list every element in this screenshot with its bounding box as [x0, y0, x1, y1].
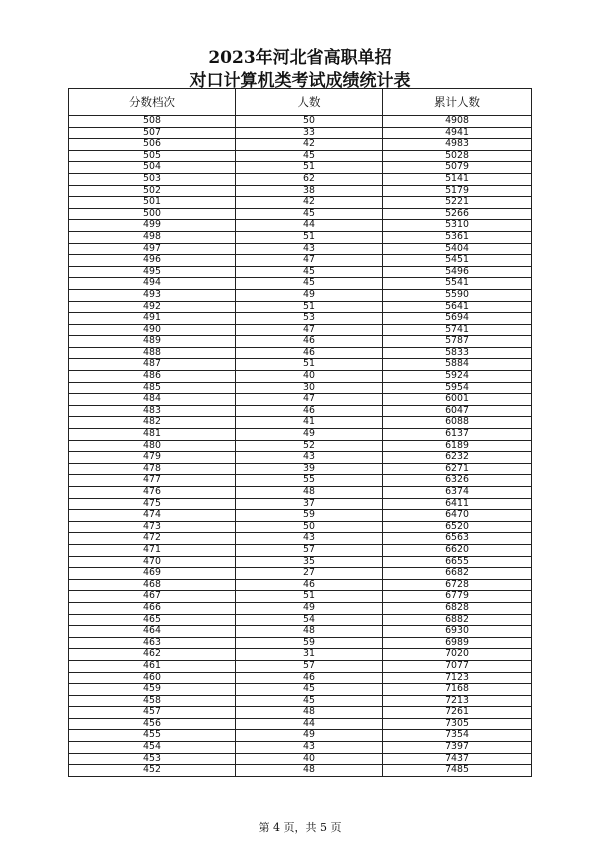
count-cell: 48 — [236, 765, 383, 777]
count-cell: 47 — [236, 394, 383, 406]
cumulative-cell: 7123 — [383, 672, 532, 684]
cumulative-cell: 7437 — [383, 753, 532, 765]
score-cell: 491 — [69, 313, 236, 325]
count-cell: 59 — [236, 510, 383, 522]
cumulative-cell: 5141 — [383, 173, 532, 185]
score-cell: 456 — [69, 718, 236, 730]
score-cell: 460 — [69, 672, 236, 684]
table-row — [69, 220, 532, 232]
cumulative-cell: 6989 — [383, 637, 532, 649]
score-cell: 467 — [69, 591, 236, 603]
count-cell: 51 — [236, 591, 383, 603]
score-cell: 469 — [69, 568, 236, 580]
cumulative-cell: 7213 — [383, 695, 532, 707]
cumulative-cell: 6779 — [383, 591, 532, 603]
cumulative-cell: 6470 — [383, 510, 532, 522]
score-cell: 498 — [69, 231, 236, 243]
score-cell: 461 — [69, 660, 236, 672]
table-row — [69, 684, 532, 696]
table-row — [69, 208, 532, 220]
score-cell: 507 — [69, 127, 236, 139]
score-cell: 473 — [69, 521, 236, 533]
count-cell: 39 — [236, 463, 383, 475]
page-title: 2023年河北省高职单招 — [208, 48, 392, 68]
score-cell: 468 — [69, 579, 236, 591]
table-row — [69, 626, 532, 638]
score-cell: 499 — [69, 220, 236, 232]
cumulative-cell: 6882 — [383, 614, 532, 626]
header-score-level: 分数档次 — [69, 89, 236, 116]
count-cell: 45 — [236, 208, 383, 220]
count-cell: 62 — [236, 173, 383, 185]
count-cell: 49 — [236, 602, 383, 614]
score-cell: 489 — [69, 336, 236, 348]
cumulative-cell: 6374 — [383, 487, 532, 499]
count-cell: 43 — [236, 243, 383, 255]
count-cell: 51 — [236, 162, 383, 174]
table-row — [69, 463, 532, 475]
table-row — [69, 359, 532, 371]
table-row — [69, 324, 532, 336]
cumulative-cell: 5361 — [383, 231, 532, 243]
cumulative-cell: 6563 — [383, 533, 532, 545]
cumulative-cell: 5541 — [383, 278, 532, 290]
cumulative-cell: 6930 — [383, 626, 532, 638]
score-cell: 501 — [69, 197, 236, 209]
count-cell: 49 — [236, 289, 383, 301]
table-row — [69, 185, 532, 197]
table-row — [69, 742, 532, 754]
cumulative-cell: 6326 — [383, 475, 532, 487]
cumulative-cell: 5833 — [383, 347, 532, 359]
header-count: 人数 — [236, 89, 383, 116]
score-cell: 485 — [69, 382, 236, 394]
table-row — [69, 579, 532, 591]
header-cumulative: 累计人数 — [383, 89, 532, 116]
table-row — [69, 498, 532, 510]
table-row — [69, 371, 532, 383]
cumulative-cell: 7485 — [383, 765, 532, 777]
table-row — [69, 614, 532, 626]
cumulative-cell: 5266 — [383, 208, 532, 220]
score-cell: 503 — [69, 173, 236, 185]
page-subtitle: 对口计算机类考试成绩统计表 — [189, 71, 411, 91]
cumulative-cell: 6047 — [383, 405, 532, 417]
score-cell: 481 — [69, 429, 236, 441]
cumulative-cell: 6088 — [383, 417, 532, 429]
count-cell: 53 — [236, 313, 383, 325]
table-row — [69, 417, 532, 429]
count-cell: 50 — [236, 116, 383, 128]
score-cell: 500 — [69, 208, 236, 220]
count-cell: 40 — [236, 371, 383, 383]
table-row — [69, 347, 532, 359]
count-cell: 37 — [236, 498, 383, 510]
score-cell: 470 — [69, 556, 236, 568]
count-cell: 49 — [236, 730, 383, 742]
count-cell: 48 — [236, 707, 383, 719]
score-cell: 508 — [69, 116, 236, 128]
score-cell: 454 — [69, 742, 236, 754]
table-row — [69, 718, 532, 730]
table-header-row — [69, 89, 532, 116]
cumulative-cell: 5590 — [383, 289, 532, 301]
cumulative-cell: 6271 — [383, 463, 532, 475]
table-row — [69, 556, 532, 568]
count-cell: 42 — [236, 139, 383, 151]
table-row — [69, 243, 532, 255]
table-row — [69, 452, 532, 464]
cumulative-cell: 4908 — [383, 116, 532, 128]
count-cell: 33 — [236, 127, 383, 139]
cumulative-cell: 5694 — [383, 313, 532, 325]
table-row — [69, 660, 532, 672]
score-cell: 490 — [69, 324, 236, 336]
table-row — [69, 591, 532, 603]
score-cell: 479 — [69, 452, 236, 464]
score-cell: 453 — [69, 753, 236, 765]
table-row — [69, 173, 532, 185]
count-cell: 31 — [236, 649, 383, 661]
cumulative-cell: 4983 — [383, 139, 532, 151]
count-cell: 51 — [236, 231, 383, 243]
score-cell: 471 — [69, 544, 236, 556]
table-row — [69, 336, 532, 348]
count-cell: 48 — [236, 487, 383, 499]
table-row — [69, 266, 532, 278]
table-row — [69, 765, 532, 777]
score-cell: 478 — [69, 463, 236, 475]
cumulative-cell: 7261 — [383, 707, 532, 719]
cumulative-cell: 6137 — [383, 429, 532, 441]
count-cell: 50 — [236, 521, 383, 533]
table-row — [69, 602, 532, 614]
count-cell: 45 — [236, 684, 383, 696]
score-cell: 464 — [69, 626, 236, 638]
count-cell: 45 — [236, 150, 383, 162]
cumulative-cell: 7077 — [383, 660, 532, 672]
cumulative-cell: 7354 — [383, 730, 532, 742]
score-cell: 477 — [69, 475, 236, 487]
score-cell: 494 — [69, 278, 236, 290]
cumulative-cell: 7020 — [383, 649, 532, 661]
count-cell: 44 — [236, 220, 383, 232]
count-cell: 46 — [236, 405, 383, 417]
cumulative-cell: 6232 — [383, 452, 532, 464]
cumulative-cell: 5496 — [383, 266, 532, 278]
score-cell: 488 — [69, 347, 236, 359]
count-cell: 27 — [236, 568, 383, 580]
count-cell: 52 — [236, 440, 383, 452]
table-row — [69, 278, 532, 290]
table-row — [69, 394, 532, 406]
table-row — [69, 301, 532, 313]
table-row — [69, 405, 532, 417]
table-row — [69, 255, 532, 267]
score-cell: 462 — [69, 649, 236, 661]
count-cell: 47 — [236, 324, 383, 336]
count-cell: 45 — [236, 278, 383, 290]
count-cell: 48 — [236, 626, 383, 638]
score-statistics-table — [68, 88, 532, 777]
count-cell: 57 — [236, 544, 383, 556]
cumulative-cell: 7397 — [383, 742, 532, 754]
table-row — [69, 231, 532, 243]
table-row — [69, 429, 532, 441]
table-row — [69, 116, 532, 128]
count-cell: 51 — [236, 301, 383, 313]
score-cell: 506 — [69, 139, 236, 151]
cumulative-cell: 5310 — [383, 220, 532, 232]
count-cell: 46 — [236, 347, 383, 359]
cumulative-cell: 7168 — [383, 684, 532, 696]
score-cell: 480 — [69, 440, 236, 452]
table-row — [69, 487, 532, 499]
table-row — [69, 150, 532, 162]
count-cell: 43 — [236, 452, 383, 464]
score-cell: 495 — [69, 266, 236, 278]
table-row — [69, 672, 532, 684]
count-cell: 46 — [236, 336, 383, 348]
table-row — [69, 568, 532, 580]
score-cell: 452 — [69, 765, 236, 777]
count-cell: 45 — [236, 695, 383, 707]
count-cell: 47 — [236, 255, 383, 267]
cumulative-cell: 5954 — [383, 382, 532, 394]
score-cell: 475 — [69, 498, 236, 510]
table-row — [69, 139, 532, 151]
table-row — [69, 510, 532, 522]
table-row — [69, 649, 532, 661]
count-cell: 51 — [236, 359, 383, 371]
table-row — [69, 475, 532, 487]
score-cell: 496 — [69, 255, 236, 267]
cumulative-cell: 5924 — [383, 371, 532, 383]
table-row — [69, 289, 532, 301]
count-cell: 41 — [236, 417, 383, 429]
score-cell: 492 — [69, 301, 236, 313]
cumulative-cell: 6520 — [383, 521, 532, 533]
count-cell: 45 — [236, 266, 383, 278]
cumulative-cell: 5404 — [383, 243, 532, 255]
score-cell: 463 — [69, 637, 236, 649]
score-cell: 457 — [69, 707, 236, 719]
score-cell: 455 — [69, 730, 236, 742]
table-row — [69, 730, 532, 742]
count-cell: 44 — [236, 718, 383, 730]
count-cell: 54 — [236, 614, 383, 626]
table-row — [69, 533, 532, 545]
table-row — [69, 521, 532, 533]
count-cell: 46 — [236, 579, 383, 591]
cumulative-cell: 6001 — [383, 394, 532, 406]
score-cell: 483 — [69, 405, 236, 417]
score-cell: 504 — [69, 162, 236, 174]
cumulative-cell: 5451 — [383, 255, 532, 267]
table-row — [69, 162, 532, 174]
cumulative-cell: 4941 — [383, 127, 532, 139]
table-row — [69, 313, 532, 325]
count-cell: 43 — [236, 533, 383, 545]
count-cell: 38 — [236, 185, 383, 197]
count-cell: 43 — [236, 742, 383, 754]
cumulative-cell: 6655 — [383, 556, 532, 568]
table-row — [69, 637, 532, 649]
cumulative-cell: 5028 — [383, 150, 532, 162]
table-row — [69, 440, 532, 452]
count-cell: 57 — [236, 660, 383, 672]
page-footer: 第 4 页，共 5 页 — [258, 821, 342, 834]
cumulative-cell: 5179 — [383, 185, 532, 197]
count-cell: 59 — [236, 637, 383, 649]
score-cell: 484 — [69, 394, 236, 406]
cumulative-cell: 5641 — [383, 301, 532, 313]
count-cell: 35 — [236, 556, 383, 568]
score-cell: 466 — [69, 602, 236, 614]
count-cell: 40 — [236, 753, 383, 765]
cumulative-cell: 6411 — [383, 498, 532, 510]
cumulative-cell: 6620 — [383, 544, 532, 556]
count-cell: 30 — [236, 382, 383, 394]
count-cell: 46 — [236, 672, 383, 684]
cumulative-cell: 6682 — [383, 568, 532, 580]
score-cell: 459 — [69, 684, 236, 696]
cumulative-cell: 6828 — [383, 602, 532, 614]
cumulative-cell: 5741 — [383, 324, 532, 336]
score-cell: 458 — [69, 695, 236, 707]
score-cell: 493 — [69, 289, 236, 301]
table-row — [69, 127, 532, 139]
table-row — [69, 197, 532, 209]
score-cell: 486 — [69, 371, 236, 383]
cumulative-cell: 5787 — [383, 336, 532, 348]
count-cell: 55 — [236, 475, 383, 487]
table-row — [69, 382, 532, 394]
table-row — [69, 544, 532, 556]
cumulative-cell: 7305 — [383, 718, 532, 730]
score-cell: 482 — [69, 417, 236, 429]
score-cell: 505 — [69, 150, 236, 162]
cumulative-cell: 5884 — [383, 359, 532, 371]
table-row — [69, 753, 532, 765]
cumulative-cell: 5079 — [383, 162, 532, 174]
score-cell: 474 — [69, 510, 236, 522]
score-cell: 487 — [69, 359, 236, 371]
cumulative-cell: 6189 — [383, 440, 532, 452]
table-row — [69, 695, 532, 707]
score-cell: 476 — [69, 487, 236, 499]
score-cell: 497 — [69, 243, 236, 255]
table-row — [69, 707, 532, 719]
count-cell: 49 — [236, 429, 383, 441]
score-cell: 472 — [69, 533, 236, 545]
score-cell: 465 — [69, 614, 236, 626]
score-cell: 502 — [69, 185, 236, 197]
cumulative-cell: 6728 — [383, 579, 532, 591]
cumulative-cell: 5221 — [383, 197, 532, 209]
count-cell: 42 — [236, 197, 383, 209]
